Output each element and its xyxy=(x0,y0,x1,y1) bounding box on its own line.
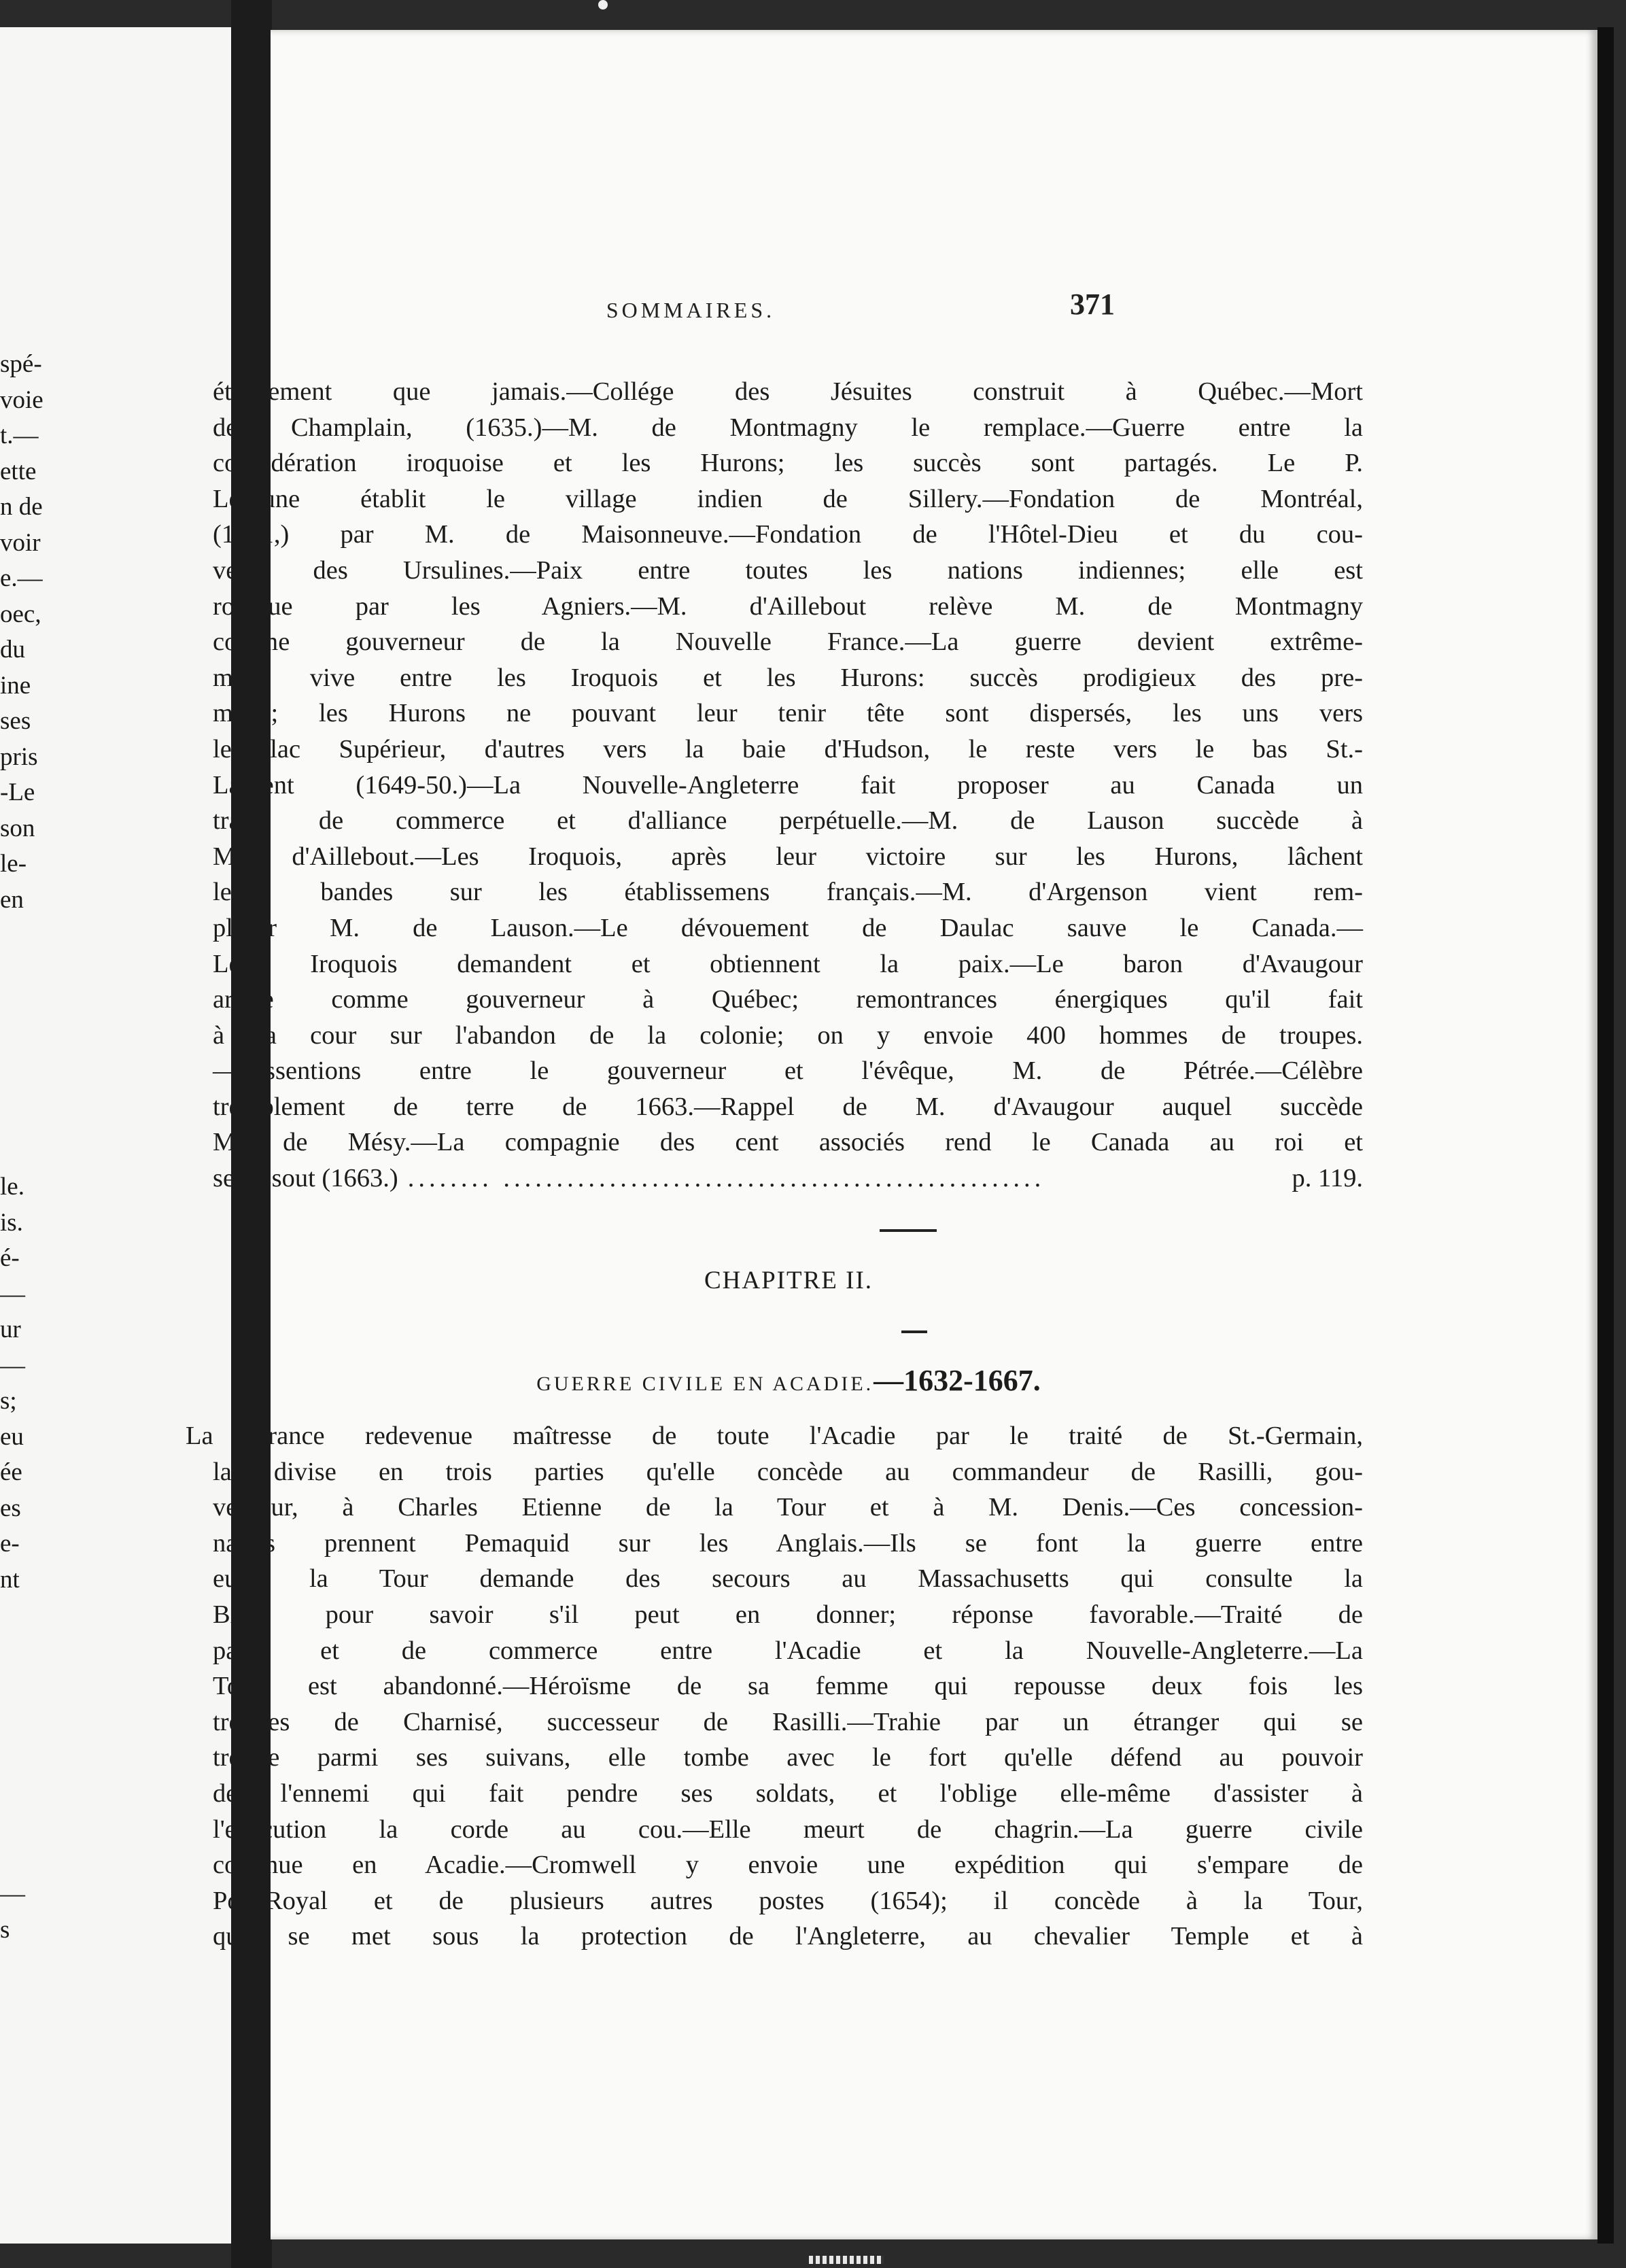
text-line: rompue par les Agniers.—M. d'Aillebout relève M. de Montmagny xyxy=(213,591,1363,621)
separator-rule xyxy=(880,1229,937,1232)
facing-page-fragment: ur xyxy=(0,1316,21,1343)
text-line: de l'ennemi qui fait pendre ses soldats, et l'oblige elle-même d'assister à xyxy=(213,1779,1363,1808)
facing-page-fragment: e.— xyxy=(0,564,43,592)
facing-page-fragment: eu xyxy=(0,1422,24,1451)
running-head xyxy=(143,284,1373,325)
chapter-number: CHAPITRE II. xyxy=(704,1267,873,1294)
text-line: qui se met sous la protection de l'Angleterre, au chevalier Temple et à xyxy=(213,1922,1363,1951)
facing-page-fragment: spé- xyxy=(0,350,42,378)
sommaire-last-line xyxy=(213,1161,1363,1197)
facing-page-fragment: ette xyxy=(0,457,37,485)
text-line: Laurent (1649-50.)—La Nouvelle-Angleterre fait proposer au Canada un xyxy=(213,770,1363,800)
text-line: comme gouverneur de la Nouvelle France.—La guerre devient extrême- xyxy=(213,628,1363,657)
text-line: Tour est abandonné.—Héroïsme de sa femme qui repousse deux fois les xyxy=(213,1672,1363,1701)
chapter-heading-dates: —1632-1667. xyxy=(873,1364,1041,1397)
facing-page-fragment: — xyxy=(0,1279,25,1308)
text-line: de Champlain, (1635.)—M. de Montmagny le remplace.—Guerre entre la xyxy=(213,413,1363,442)
text-line: la divise en trois parties qu'elle concède au commandeur de Rasilli, gou- xyxy=(213,1457,1363,1486)
text-line: LeJeune établit le village indien de Sillery.—Fondation de Montréal, xyxy=(213,484,1363,513)
facing-page-fragment: le- xyxy=(0,850,27,878)
text-line: l'exécution la corde au cou.—Elle meurt de chagrin.—La guerre civile xyxy=(213,1815,1363,1844)
running-title: SOMMAIRES. xyxy=(606,298,776,322)
facing-page-fragment: s xyxy=(0,1915,10,1944)
text-line: naires prennent Pemaquid sur les Anglais.—Ils se font la guerre entre xyxy=(213,1528,1363,1558)
facing-page-fragments-bottom xyxy=(0,1876,54,1948)
facing-page-fragment: du xyxy=(0,636,25,664)
leader-dots: ........ ................................................... xyxy=(407,1164,1045,1193)
text-line: (1641,) par M. de Maisonneuve.—Fondation de l'Hôtel-Dieu et du cou- xyxy=(213,520,1363,549)
facing-page-fragment: nt xyxy=(0,1565,20,1594)
facing-page-fragment: s; xyxy=(0,1387,17,1415)
page-edge-shadow xyxy=(1597,27,1614,2244)
facing-page-fragment: -Le xyxy=(0,778,35,806)
text-line: eux; la Tour demande des secours au Massachusetts qui consulte la xyxy=(213,1564,1363,1594)
separator-rule-short xyxy=(901,1330,927,1333)
text-line: confédération iroquoise et les Hurons; les succès sont partagés. Le P. xyxy=(213,449,1363,478)
text-line: paix et de commerce entre l'Acadie et la Nouvelle-Angleterre.—La xyxy=(213,1636,1363,1665)
chapter-heading-title: GUERRE CIVILE EN ACADIE. xyxy=(536,1373,874,1395)
facing-page-fragments-lower xyxy=(0,1169,54,1598)
facing-page-fragment: voie xyxy=(0,385,44,414)
facing-page-fragment: é- xyxy=(0,1244,20,1272)
facing-page-fragment: le. xyxy=(0,1173,24,1201)
scan-mark xyxy=(598,0,608,10)
scan-footer-mark xyxy=(809,2256,884,2264)
facing-page-fragment: — xyxy=(0,1880,25,1908)
facing-page-fragment: t.— xyxy=(0,422,39,449)
facing-page-fragment: son xyxy=(0,814,35,842)
text-line: troupes de Charnisé, successeur de Rasilli.—Trahie par un étranger qui se xyxy=(213,1707,1363,1736)
chapter-heading xyxy=(211,1363,1366,1398)
facing-page-fragment: e- xyxy=(0,1530,20,1558)
text-line: étroitement que jamais.—Collége des Jésuites construit à Québec.—Mort xyxy=(213,377,1363,406)
page-reference: p. 119. xyxy=(1292,1164,1363,1193)
text-line: Les Iroquois demandent et obtiennent la paix.—Le baron d'Avaugour xyxy=(213,949,1363,978)
facing-page-fragment: oec, xyxy=(0,600,41,628)
facing-page-fragment: ine xyxy=(0,671,31,700)
sommaire-chapter-1 xyxy=(213,374,1363,1197)
text-line: arrive comme gouverneur à Québec; remontrances énergiques qu'il fait xyxy=(213,985,1363,1014)
sommaire-chapter-2 xyxy=(186,1418,1363,1955)
sommaire-last-text: se dissout (1663.) xyxy=(213,1164,398,1193)
facing-page-fragment: pris xyxy=(0,742,38,771)
text-line: ment vive entre les Iroquois et les Hurons: succès prodigieux des pre- xyxy=(213,663,1363,692)
text-line: M. d'Aillebout.—Les Iroquois, après leur victoire sur les Hurons, lâchent xyxy=(213,842,1363,871)
text-line: Bible pour savoir s'il peut en donner; réponse favorable.—Traité de xyxy=(213,1600,1363,1629)
facing-page-fragment: is. xyxy=(0,1208,23,1237)
text-line: tremblement de terre de 1663.—Rappel de M. d'Avaugour auquel succède xyxy=(213,1092,1363,1121)
text-line: Port-Royal et de plusieurs autres postes (1654); il concède à la Tour, xyxy=(213,1886,1363,1915)
text-line: continue en Acadie.—Cromwell y envoie une expédition qui s'empare de xyxy=(213,1851,1363,1880)
facing-page-fragment: ée xyxy=(0,1458,22,1486)
text-line: leurs bandes sur les établissemens français.—M. d'Argenson vient rem- xyxy=(213,878,1363,907)
text-line: miers; les Hurons ne pouvant leur tenir tête sont dispersés, les uns vers xyxy=(213,699,1363,728)
text-line: vent des Ursulines.—Paix entre toutes les nations indiennes; elle est xyxy=(213,555,1363,585)
text-line: —Dissentions entre le gouverneur et l'évêque, M. de Pétrée.—Célèbre xyxy=(213,1056,1363,1086)
facing-page-fragment: n de xyxy=(0,493,43,521)
text-line: le lac Supérieur, d'autres vers la baie d'Hudson, le reste vers le bas St.- xyxy=(213,734,1363,763)
text-line: M. de Mésy.—La compagnie des cent associés rend le Canada au roi et xyxy=(213,1128,1363,1157)
facing-page-fragment: en xyxy=(0,885,24,914)
facing-page-fragments-upper xyxy=(0,347,54,918)
facing-page-fragment: — xyxy=(0,1351,25,1379)
text-line: La France redevenue maîtresse de toute l'Acadie par le traité de St.-Germain, xyxy=(186,1422,1363,1450)
text-line: trouve parmi ses suivans, elle tombe avec le fort qu'elle défend au pouvoir xyxy=(213,1743,1363,1772)
page-number: 371 xyxy=(1070,288,1115,321)
text-line: à la cour sur l'abandon de la colonie; on y envoie 400 hommes de troupes. xyxy=(213,1020,1363,1050)
facing-page-fragment: es xyxy=(0,1494,21,1522)
text-line: traité de commerce et d'alliance perpétuelle.—M. de Lauson succède à xyxy=(213,806,1363,836)
text-line: placer M. de Lauson.—Le dévouement de Daulac sauve le Canada.— xyxy=(213,913,1363,942)
text-line: verneur, à Charles Etienne de la Tour et à M. Denis.—Ces concession- xyxy=(213,1493,1363,1522)
facing-page-fragment: ses xyxy=(0,707,31,735)
facing-page-fragment: voir xyxy=(0,528,41,557)
